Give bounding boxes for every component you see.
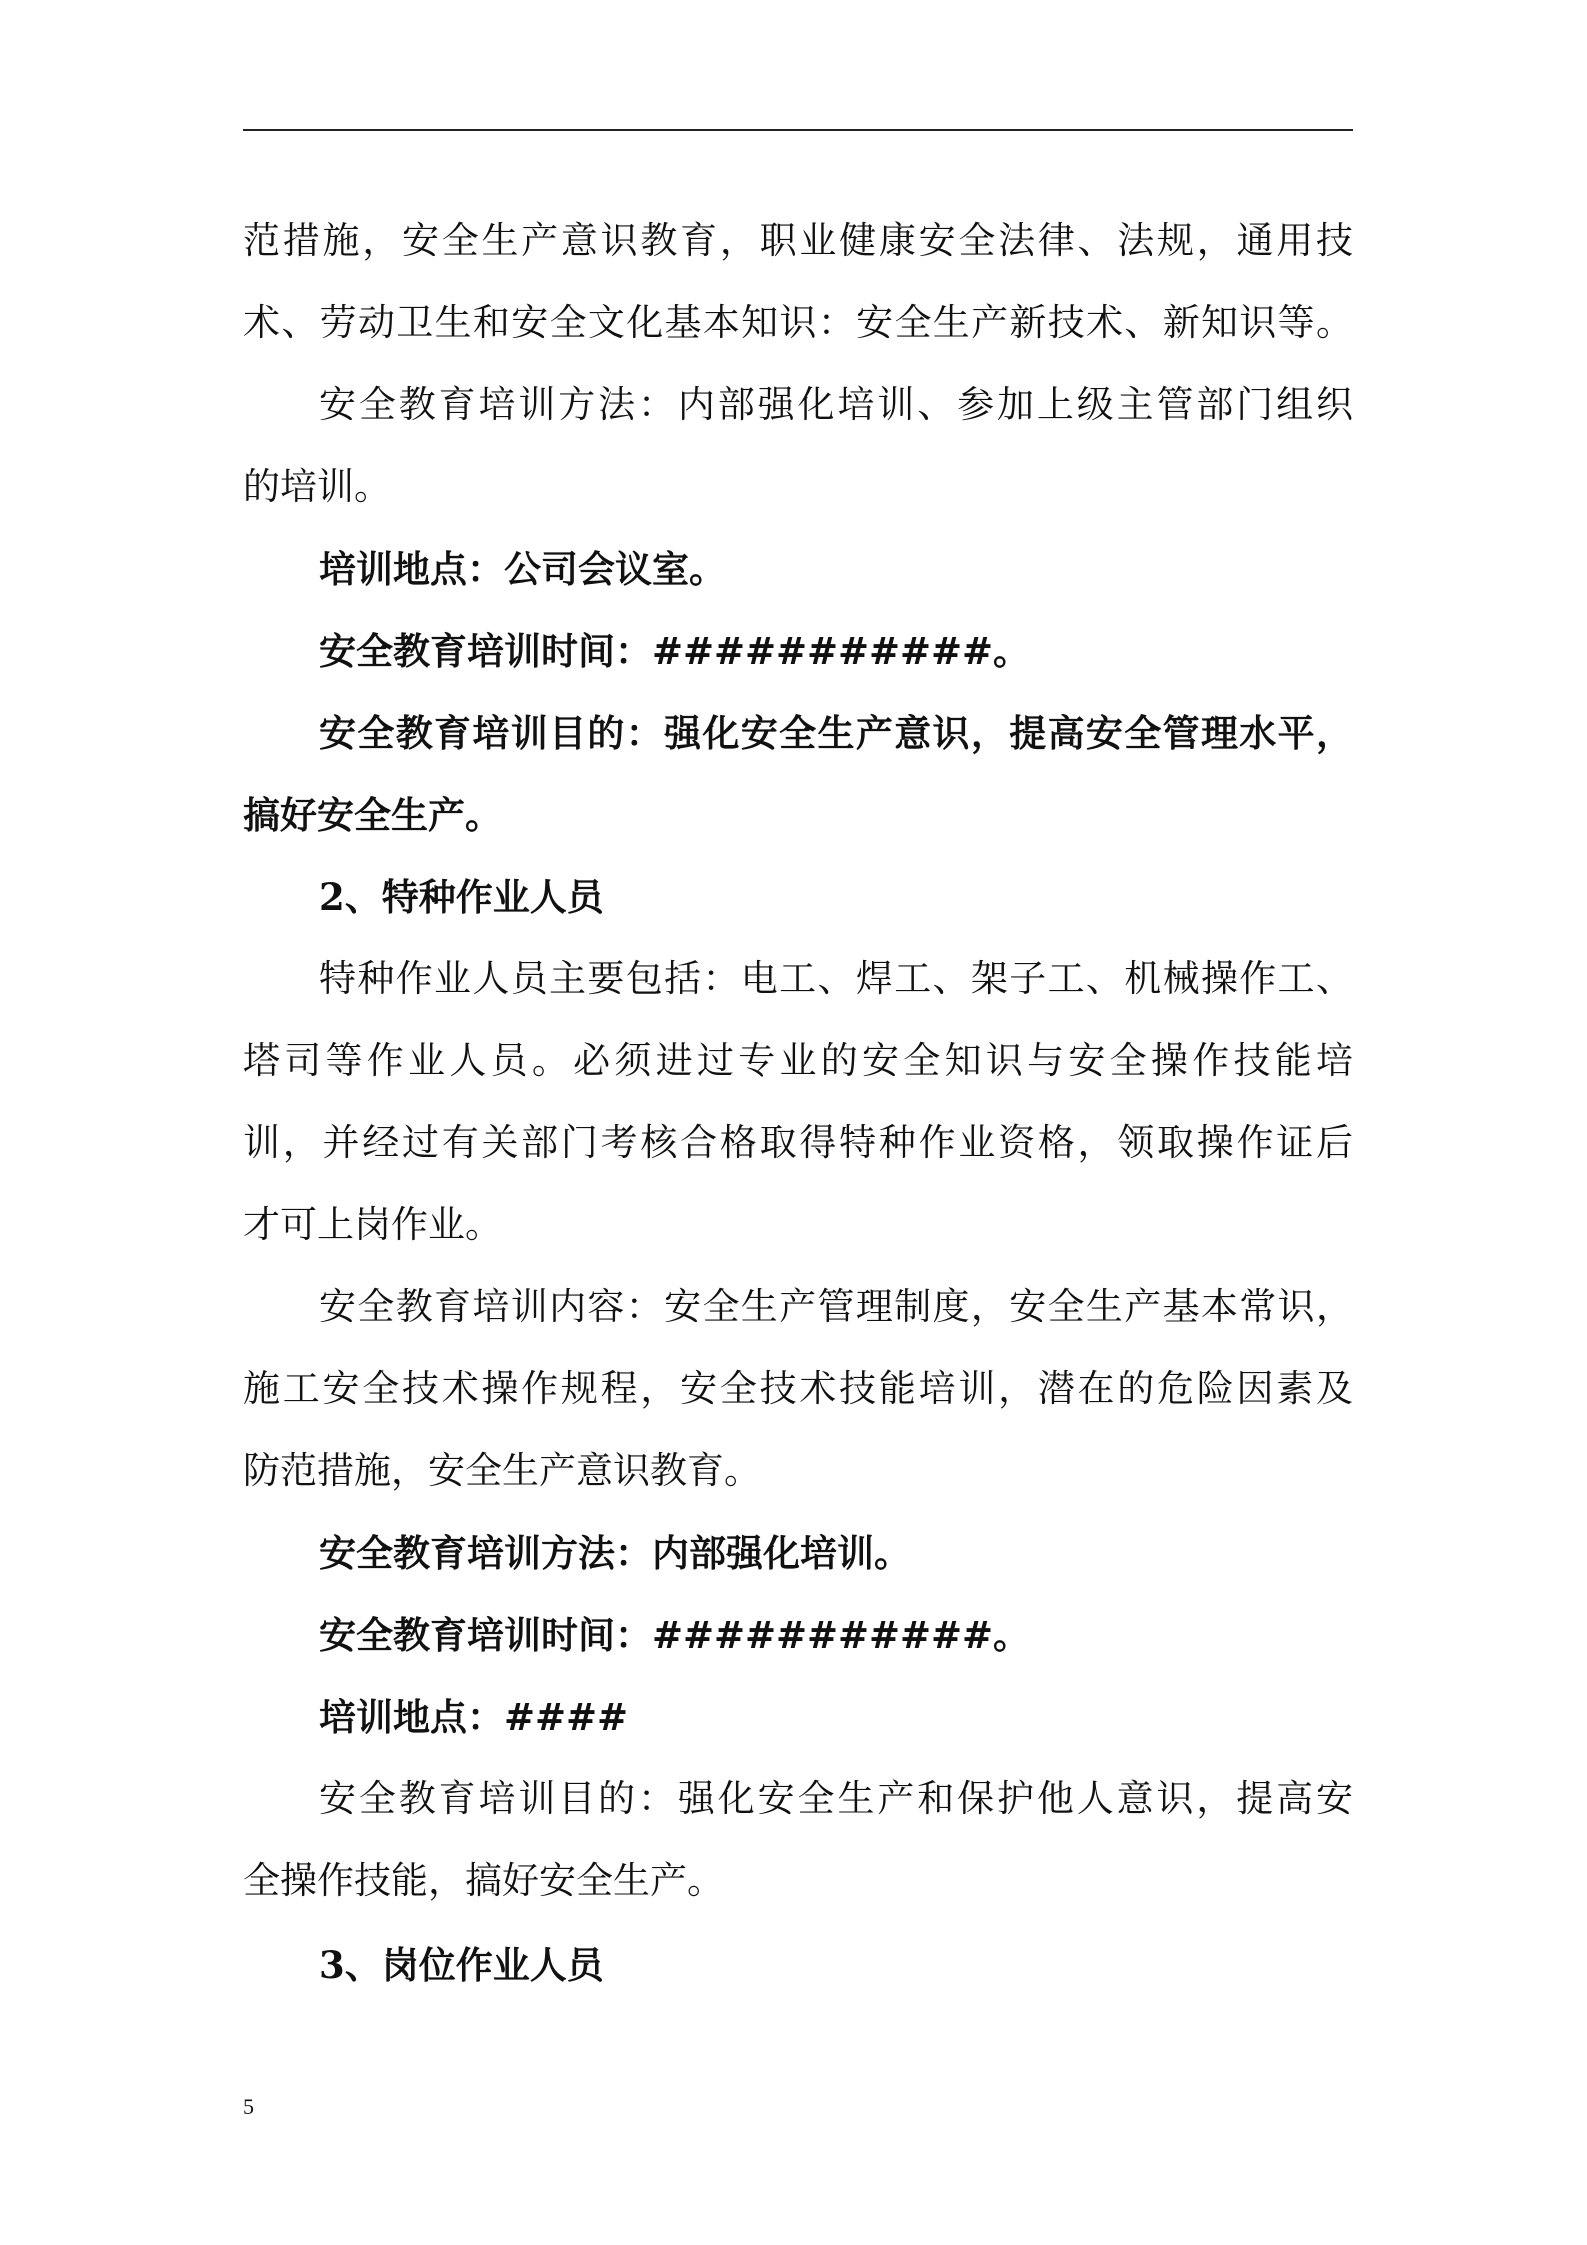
paragraph-line: 范措施，安全生产意识教育，职业健康安全法律、法规，通用技 <box>243 219 1353 262</box>
paragraph-line: 施工安全技术操作规程，安全技术技能培训，潜在的危险因素及 <box>243 1367 1353 1410</box>
section-heading: 3、岗位作业人员 <box>319 1943 604 1987</box>
paragraph-line: 安全教育培训内容：安全生产管理制度，安全生产基本常识， <box>319 1285 1353 1328</box>
training-purpose-line: 安全教育培训目的：强化安全生产意识，提高安全管理水平， <box>319 711 1353 755</box>
training-location-line: 培训地点：#### <box>319 1695 629 1739</box>
paragraph-line: 特种作业人员主要包括：电工、焊工、架子工、机械操作工、 <box>319 957 1353 1000</box>
page-number: 5 <box>243 2094 254 2119</box>
section-heading: 2、特种作业人员 <box>319 875 604 919</box>
paragraph-line: 防范措施，安全生产意识教育。 <box>243 1449 761 1492</box>
training-location-line: 培训地点：公司会议室。 <box>319 547 726 591</box>
training-time-line: 安全教育培训时间：###########。 <box>319 1613 1031 1657</box>
paragraph-line: 全操作技能，搞好安全生产。 <box>243 1859 724 1902</box>
paragraph-line: 塔司等作业人员。必须进过专业的安全知识与安全操作技能培 <box>243 1039 1353 1082</box>
training-purpose-line: 搞好安全生产。 <box>243 793 502 837</box>
paragraph-line: 安全教育培训方法：内部强化培训、参加上级主管部门组织 <box>319 383 1353 426</box>
document-body <box>243 200 1353 2008</box>
paragraph-line: 才可上岗作业。 <box>243 1203 502 1246</box>
training-method-line: 安全教育培训方法：内部强化培训。 <box>319 1531 911 1575</box>
paragraph-line: 训，并经过有关部门考核合格取得特种作业资格，领取操作证后 <box>243 1121 1353 1164</box>
paragraph-line: 术、劳动卫生和安全文化基本知识：安全生产新技术、新知识等。 <box>243 301 1353 344</box>
training-time-line: 安全教育培训时间：###########。 <box>319 629 1031 673</box>
header-rule <box>243 129 1353 131</box>
paragraph-line: 的培训。 <box>243 465 391 508</box>
paragraph-line: 安全教育培训目的：强化安全生产和保护他人意识，提高安 <box>319 1777 1353 1820</box>
